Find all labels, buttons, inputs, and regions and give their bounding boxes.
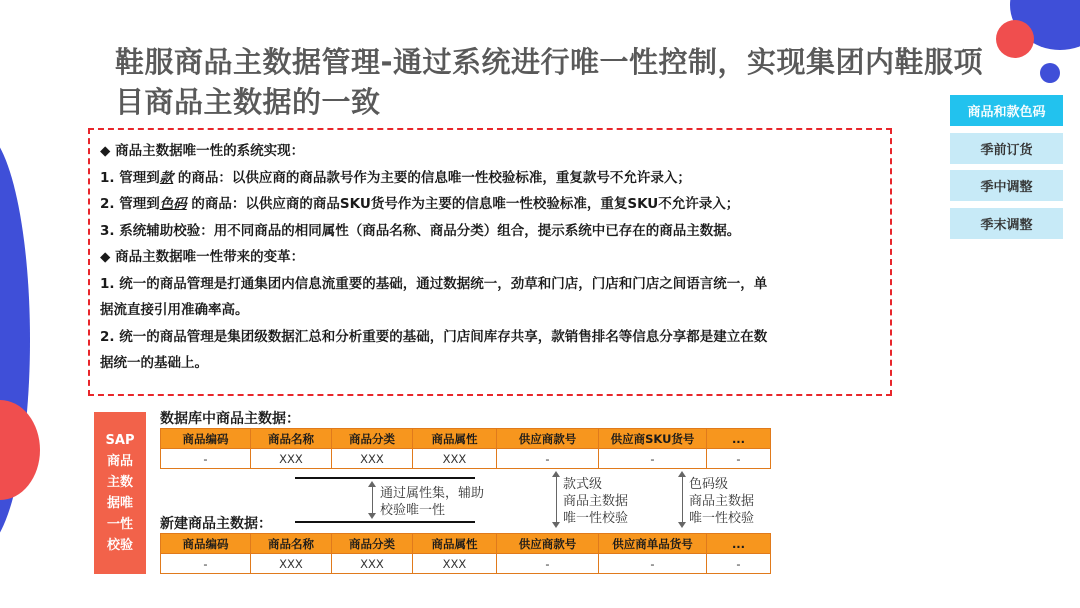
change-2-line-1: 2. 统一的商品管理是集团级数据汇总和分析重要的基础，门店间库存共享，款销售排名等信息分享都是建立在数: [100, 328, 768, 345]
arrow-down-icon: [678, 522, 686, 528]
arrow-up-icon: [552, 471, 560, 477]
side-tab-midseason-adjust[interactable]: 季中调整: [950, 170, 1063, 201]
slide-title: 鞋服商品主数据管理-通过系统进行唯一性控制，实现集团内鞋服项目商品主数据的一致: [115, 45, 984, 119]
arrow-up-icon: [678, 471, 686, 477]
rule-color-level: 2. 管理到色码 的商品：以供应商的商品SKU货号作为主要的信息唯一性校验标准，重复SKU不允许录入；: [100, 196, 740, 212]
divider-line-bottom: [295, 521, 475, 523]
db-master-data-label: 数据库中商品主数据：: [160, 411, 300, 427]
color-level-note: 色码级 商品主数据 唯一性校验: [689, 477, 755, 526]
table-header-row: 商品编码 商品名称 商品分类 商品属性 供应商款号 供应商单品货号 ...: [161, 534, 771, 554]
uniqueness-text-box: [88, 128, 892, 396]
divider-line-top: [295, 477, 475, 479]
rule-style-level: 1. 管理到款 的商品：以供应商的商品款号作为主要的信息唯一性校验标准，重复款号不允许录入；: [100, 169, 691, 186]
attr-check-note: 通过属性集，辅助 校验唯一性: [380, 486, 485, 518]
table-row: - XXX XXX XXX - - -: [161, 554, 771, 574]
table-row: - XXX XXX XXX - - -: [161, 449, 771, 469]
decor-blue-dot-top-right: [1040, 63, 1060, 83]
rule-assisted-check: 3. 系统辅助校验：用不同商品的相同属性（商品名称、商品分类）组合，提示系统中已存在的商品主数据。: [100, 222, 741, 239]
attr-check-arrow-shaft: [372, 486, 373, 516]
db-master-data-table: [160, 428, 771, 469]
arrow-down-icon: [552, 522, 560, 528]
heading-changes: ◆ 商品主数据唯一性带来的变革：: [100, 249, 305, 265]
decor-red-circle-top-right: [996, 20, 1034, 58]
color-check-arrow-shaft: [682, 476, 683, 524]
style-check-arrow-shaft: [556, 476, 557, 524]
new-master-data-table: [160, 533, 771, 574]
new-master-data-label: 新建商品主数据：: [160, 516, 272, 532]
arrow-up-icon: [368, 481, 376, 487]
style-level-note: 款式级 商品主数据 唯一性校验: [563, 477, 629, 526]
heading-system-implementation: ◆ 商品主数据唯一性的系统实现：: [100, 143, 305, 159]
sap-uniqueness-label: SAP 商品 主数 据唯 一性 校验: [94, 412, 146, 574]
arrow-down-icon: [368, 513, 376, 519]
side-tab-preseason-order[interactable]: 季前订货: [950, 133, 1063, 164]
side-tab-list: [950, 95, 1063, 245]
change-2-line-2: 据统一的基础上。: [100, 355, 208, 371]
decor-red-circle-left: [0, 400, 40, 500]
change-1-line-2: 据流直接引用准确率高。: [100, 302, 249, 318]
change-1-line-1: 1. 统一的商品管理是打通集团内信息流重要的基础，通过数据统一，劲草和门店，门店和门店之间语言统一，单: [100, 275, 768, 292]
side-tab-endseason-adjust[interactable]: 季末调整: [950, 208, 1063, 239]
table-header-row: 商品编码 商品名称 商品分类 商品属性 供应商款号 供应商SKU货号 ...: [161, 429, 771, 449]
side-tab-item-style-color[interactable]: 商品和款色码: [950, 95, 1063, 126]
